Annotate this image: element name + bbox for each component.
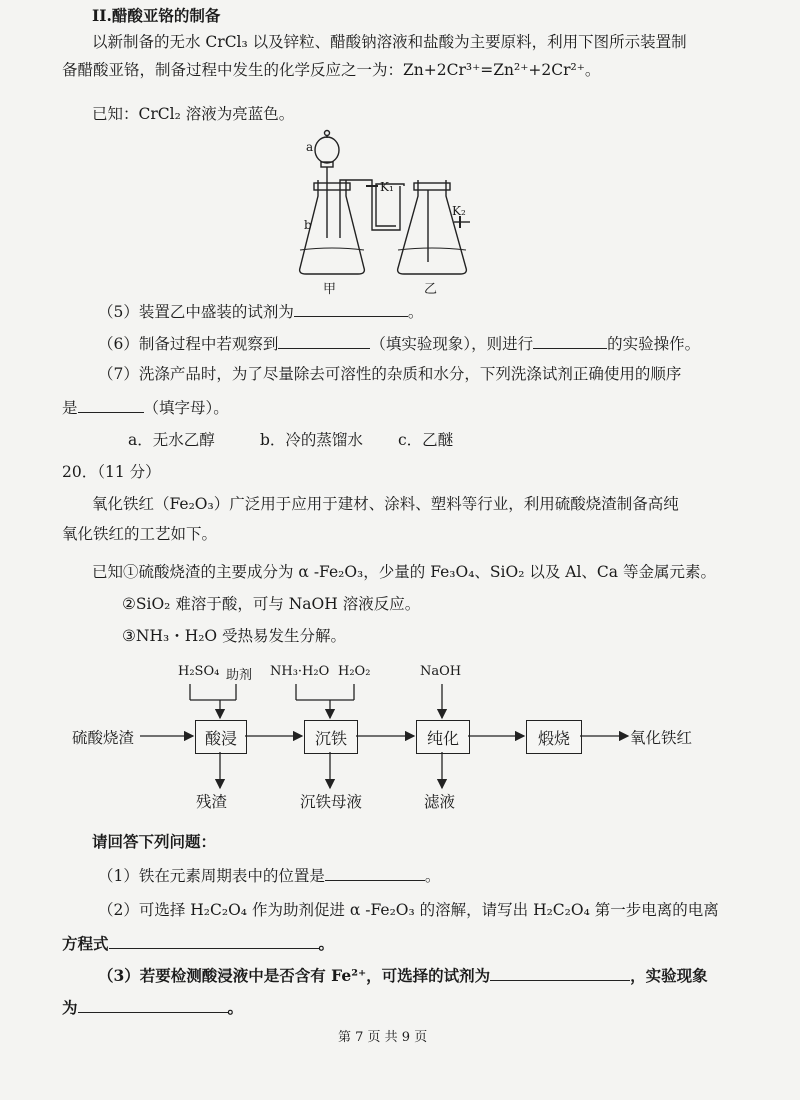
input-h2so4: H₂SO₄ [178,664,220,679]
answer-blank-20-2[interactable] [109,932,319,949]
flow-box-calcination: 煅烧 [526,720,582,754]
flow-box-acid-leach: 酸浸 [195,720,247,754]
q20-known-2: ②SiO₂ 难溶于酸，可与 NaOH 溶液反应。 [122,595,421,613]
answer-blank-7[interactable] [78,396,144,413]
question-7-line-2 [62,396,229,418]
question-6-text-a: （6）制备过程中若观察到 [98,335,279,353]
intro-line-2-text: 备醋酸亚铬，制备过程中发生的化学反应之一为： [62,61,404,79]
answer-blank-6a[interactable] [278,332,370,349]
funnel-stopcock [321,162,333,167]
question-5-text: （5）装置乙中盛装的试剂为 [98,303,294,321]
dropping-funnel-bulb [315,137,339,163]
input-zhuji: 助剂 [226,668,253,683]
question-20-1-text: （1）铁在元素周期表中的位置是 [98,867,325,885]
reaction-equation: Zn+2Cr³⁺=Zn²⁺+2Cr²⁺。 [403,61,601,79]
question-20-1: （1）铁在元素周期表中的位置是 。 [98,864,440,886]
answer-blank-5[interactable] [294,300,408,317]
question-7-text-a: 是 [62,399,78,417]
stopper-yi [414,183,450,190]
label-k2: K₂ [452,204,466,218]
option-b: b．冷的蒸馏水 [260,431,363,449]
output-mother-liquor: 沉铁母液 [300,793,363,811]
question-20-3-text-c: 为 [62,998,78,1017]
q20-intro-line-1: 氧化铁红（Fe₂O₃）广泛用于应用于建材、涂料、塑料等行业，利用硫酸烧渣制备高纯 [92,495,679,513]
option-a: a．无水乙醇 [128,431,215,449]
output-filtrate: 滤液 [424,793,456,811]
flow-box-iron-precipitation: 沉铁 [304,720,358,754]
question-7-line-1: （7）洗涤产品时，为了尽量除去可溶性的杂质和水分，下列洗涤试剂正确使用的顺序 [98,365,682,383]
section-title: II.醋酸亚铬的制备 [92,6,221,25]
flow-start: 硫酸烧渣 [72,729,135,747]
answer-blank-6b[interactable] [533,332,607,349]
intro-line-1: 以新制备的无水 CrCl₃ 以及锌粒、醋酸钠溶液和盐酸为主要原料，利用下图所示装置制 [92,33,687,51]
question-5: （5）装置乙中盛装的试剂为 。 [98,300,423,322]
question-6 [98,332,700,354]
q20-known-3: ③NH₃・H₂O 受热易发生分解。 [122,627,347,645]
question-7-text-b: （填字母）。 [143,399,229,417]
answer-prompt: 请回答下列问题： [92,832,217,851]
option-c: c．乙醚 [398,431,454,449]
flask-yi [398,180,467,274]
label-jia: 甲 [323,282,337,297]
input-naoh: NaOH [420,664,462,679]
answer-blank-20-1[interactable] [325,864,425,881]
intro-line-2 [62,60,600,80]
flow-end: 氧化铁红 [630,729,693,747]
question-20-3-text-b: ，实验现象 [630,966,708,985]
q20-intro-line-2: 氧化铁红的工艺如下。 [62,525,218,543]
known-cucl2: 已知：CrCl₂ 溶液为亮蓝色。 [92,105,295,123]
output-residue: 残渣 [196,793,228,811]
question-20-3-text-a: （3）若要检测酸浸液中是否含有 Fe²⁺，可选择的试剂为 [98,966,491,985]
question-20-2-text: 方程式 [62,934,109,953]
question-6-text-c: 的实验操作。 [607,335,701,353]
question-20-3-line-2: 为 。 [62,998,244,1017]
label-yi: 乙 [424,282,438,297]
question-20-header: 20．（11 分） [62,463,161,481]
question-20-2-line-1: （2）可选择 H₂C₂O₄ 作为助剂促进 α -Fe₂O₃ 的溶解，请写出 H₂C₂O₄ 第一步电离的电离 [98,901,719,919]
answer-blank-20-3b[interactable] [78,996,228,1013]
stopper-jia [314,183,350,190]
q20-known-1: 已知①硫酸烧渣的主要成分为 α -Fe₂O₃，少量的 Fe₃O₄、SiO₂ 以及 Al、Ca 等金属元素。 [92,563,716,581]
question-6-text-b: （填实验现象），则进行 [370,335,534,353]
answer-blank-20-3a[interactable] [490,964,630,981]
input-h2o2: H₂O₂ [338,664,371,679]
flow-box-purification: 纯化 [416,720,470,754]
label-b: b [304,218,312,232]
label-k1: K₁ [380,180,394,194]
label-a: a [306,140,314,154]
question-20-3-line-1 [98,964,708,986]
page-footer: 第 7 页 共 9 页 [338,1030,428,1045]
question-20-2-line-2: 方程式 。 [62,934,335,953]
input-nh3h2o: NH₃·H₂O [270,664,330,679]
